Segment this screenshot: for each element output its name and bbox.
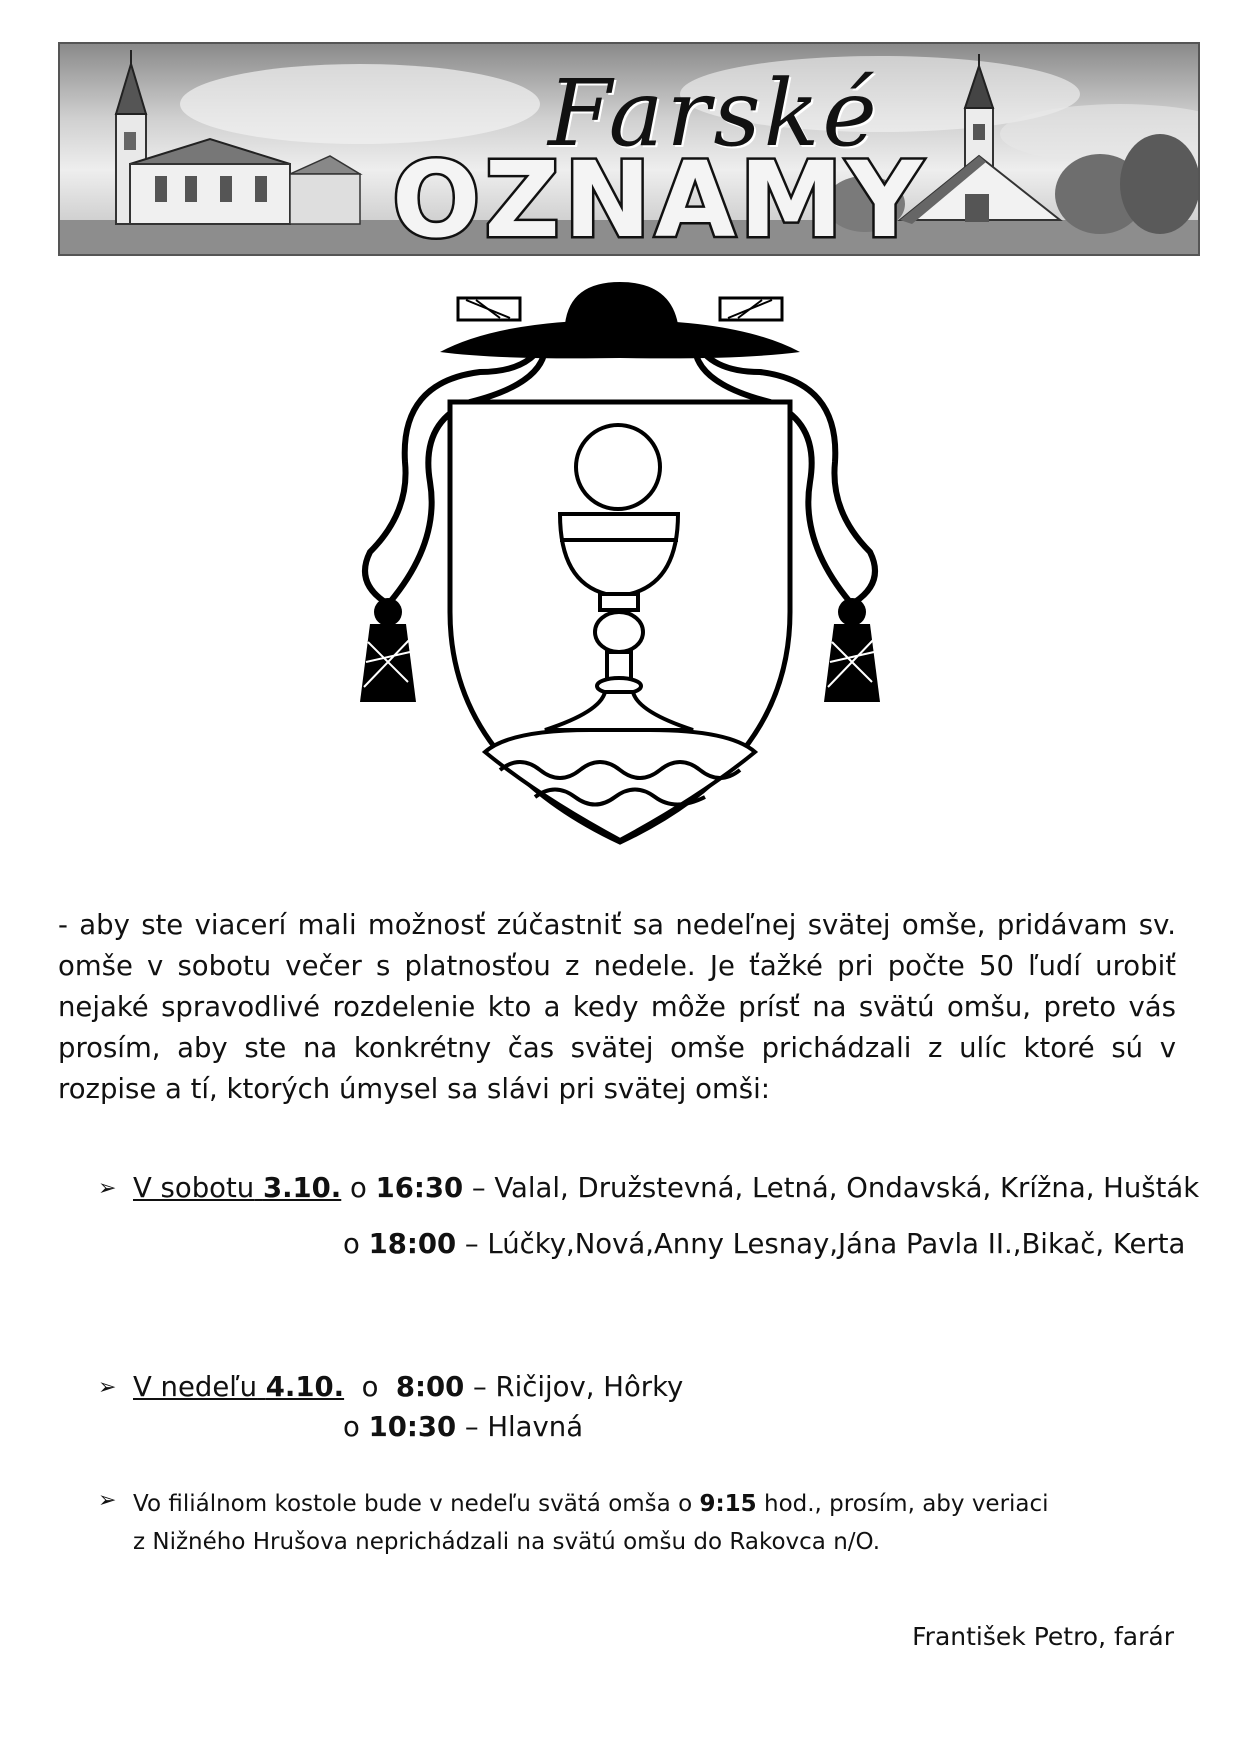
sunday-slot-2-streets: – Hlavná: [464, 1411, 584, 1443]
sunday-slot-2-time: 10:30: [368, 1411, 457, 1443]
tassel-left-icon: [360, 598, 416, 702]
sunday-day-label: V nedeľu: [133, 1371, 258, 1403]
host-icon: [576, 425, 660, 509]
hill-icon: [485, 730, 755, 840]
banner-title-main: OZNAMY: [392, 139, 927, 256]
tassel-right-icon: [824, 598, 880, 702]
bullet-arrow-icon: ➢: [98, 1176, 117, 1201]
galero-hat-icon: [440, 282, 800, 358]
coat-of-arms: [360, 282, 880, 862]
bullet-arrow-icon: ➢: [98, 1488, 117, 1513]
filial-text-1b: hod., prosím, aby veriaci: [756, 1491, 1049, 1517]
sunday-row-2: [343, 1409, 583, 1445]
sunday-slot-1-prefix: o: [361, 1371, 379, 1403]
sunday-slot-1-streets: – Ričijov, Hôrky: [473, 1371, 684, 1403]
intro-paragraph: - aby ste viacerí mali možnosť zúčastniť sa nedeľnej svätej omše, pridávam sv. omše v sobotu večer s platnosťou z nedele. Je ťažké pri počte 50 ľudí urobiť nejaké spravodlivé rozdelenie kto a kedy môže prísť na svätú omšu, preto vás prosím, aby ste na konkrétny čas svätej omše prichádzali z ulíc ktoré sú v rozpise a tí, ktorých úmysel sa slávi pri svätej omši:: [58, 909, 1176, 1105]
bullet-arrow-icon: ➢: [98, 1375, 117, 1400]
saturday-slot-2-time: 18:00: [368, 1228, 457, 1260]
sunday-date: 4.10.: [265, 1371, 345, 1403]
filial-time: 9:15: [699, 1491, 757, 1517]
filial-text-2: z Nižného Hrušova neprichádzali na svätú omšu do Rakovca n/O.: [133, 1529, 881, 1555]
signature: František Petro, farár: [912, 1622, 1174, 1651]
saturday-slot-1-prefix: o: [350, 1172, 367, 1204]
saturday-slot-2-prefix: o: [343, 1228, 360, 1260]
saturday-date: 3.10.: [262, 1172, 342, 1204]
sunday-slot-1-time: 8:00: [395, 1371, 465, 1403]
saturday-slot-1-streets: – Valal, Družstevná, Letná, Ondavská, Krížna, Hušták: [471, 1172, 1200, 1204]
saturday-slot-1-time: 16:30: [375, 1172, 464, 1204]
saturday-day-label: V sobotu: [133, 1172, 255, 1204]
filial-text-1a: Vo filiálnom kostole bude v nedeľu svätá omša o: [133, 1491, 700, 1517]
saturday-slot-2-streets: – Lúčky,Nová,Anny Lesnay,Jána Pavla II.,Bikač, Kerta: [464, 1228, 1186, 1260]
sunday-row-1: [133, 1369, 683, 1405]
saturday-row-2: [343, 1226, 1185, 1262]
sunday-slot-2-prefix: o: [343, 1411, 360, 1443]
filial-note: [133, 1485, 1133, 1561]
saturday-row-1: [133, 1170, 1199, 1206]
banner-title-script: Farské: [548, 60, 880, 167]
header-banner: [58, 42, 1200, 256]
